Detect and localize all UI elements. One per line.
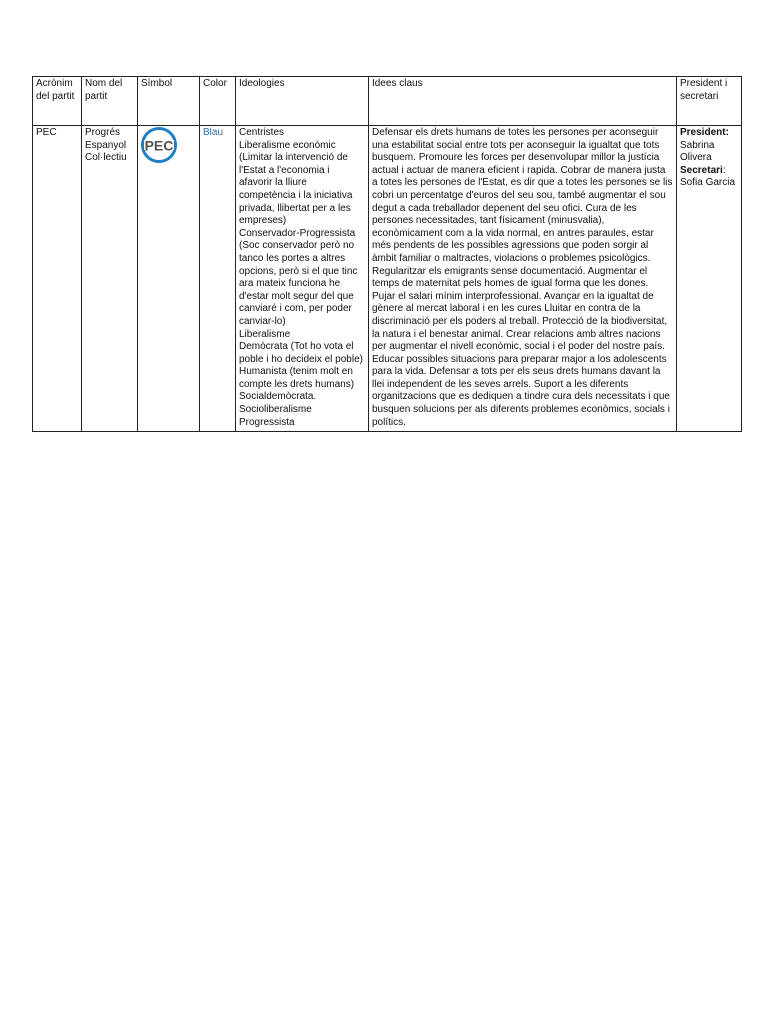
cell-ideologies: Centristes Liberalisme econòmic (Limitar la intervenció de l'Estat a l'economia i afavorir la lliure competència i la iniciativa privada, llibertat per a les empreses) Conservador-Progressista (Soc conservador però no tanco les portes a altres opcions, però si el que tinc ara mateix funciona he d'estar molt segur del que canviaré i com, per poder canviar-lo) Liberalisme Demòcrata (Tot ho vota el poble i ho decideix el poble) Humanista (tenim molt en compte les drets humans) Socialdemòcrata. Socioliberalisme Progressista [236, 126, 369, 432]
header-color: Color [200, 77, 236, 126]
cell-name: Progrés Espanyol Col·lectiu [82, 126, 138, 432]
header-name: Nom del partit [82, 77, 138, 126]
party-row [33, 126, 742, 432]
header-leaders: President i secretari [677, 77, 742, 126]
party-logo-text: PEC [144, 137, 174, 154]
party-table [32, 76, 742, 432]
secretary-sep: : [722, 164, 726, 176]
header-symbol: Símbol [138, 77, 200, 126]
president-label: President: [680, 127, 729, 138]
cell-symbol [138, 126, 200, 432]
cell-key-ideas: Defensar els drets humans de totes les persones per aconseguir una estabilitat social entre tots per aconseguir la igualtat que tots busquem. Promoure les forces per desenvolupar millor la justícia actual i actuar de manera eficient i rapida. Cobrar de manera justa a totes les persones de l'Estat, es dir que a totes les persones se lis cobri un percentatge d'euros del seu sou, també augmentar el sou degut a cada treballador depenent del seu ofici. Cura de les persones necessitades, tant físicament (minusvalia), econòmicament com a la vida normal, en antres paraules, estar més pendents de les possibles agressions que poden sorgir al àmbit familiar o maltractes, violacions o problemes psicològics. Regularitzar els emigrants sense documentació. Augmentar el temps de maternitat pels homes de igual forma que les dones. Pujar el salari mínim interprofessional. Avançar en la igualtat de gènere al mercat laboral i en les cures Lluitar en contra de la discriminació per els poders al treball. Protecció de la biodiversitat, la natura i el benestar animal. Crear relacions amb altres nacions per augmentar el nivell econòmic, social i el poder del nostre país. Educar possibles situacions para preparar major a los adolescents para la vida. Defensar a tots per els seus drets humans davant la llei independent de les seves arrels. Suport a les diferents organitzacions que es dediquen a tindre cura dels necessitats i que busquen solucions per als diferents problemes econòmics, socials i polítics. [369, 126, 677, 432]
cell-color: Blau [200, 126, 236, 432]
header-acronym: Acrònim del partit [33, 77, 82, 126]
secretary-name: Sofia Garcia [680, 177, 736, 189]
secretary-label: Secretari [680, 164, 723, 176]
president-name: Sabrina Olivera [680, 139, 715, 164]
header-key-ideas: Idees claus [369, 77, 677, 126]
header-ideologies: Ideologies [236, 77, 369, 126]
cell-leaders [677, 126, 742, 432]
party-logo [141, 127, 177, 163]
header-row [33, 77, 742, 126]
cell-acronym: PEC [33, 126, 82, 432]
